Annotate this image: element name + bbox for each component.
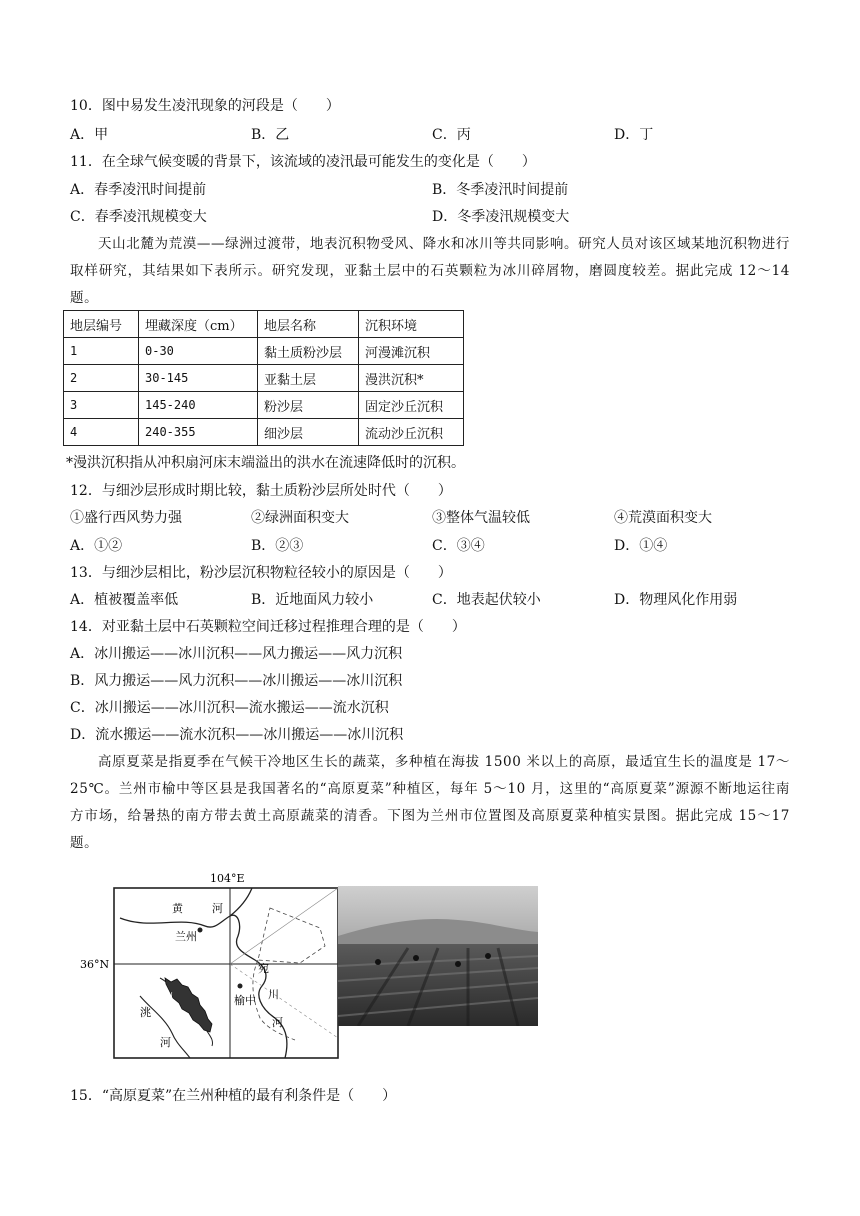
q13-option-a: A．植被覆盖率低 bbox=[70, 592, 179, 608]
q14-option-d: D．流水搬运——流水沉积——冰川搬运——冰川沉积 bbox=[70, 727, 404, 743]
q11-option-d: D．冬季凌汛规模变大 bbox=[432, 209, 570, 225]
table-header: 埋藏深度（cm） bbox=[139, 311, 258, 338]
table-cell: 145-240 bbox=[139, 392, 258, 419]
table-row bbox=[64, 392, 464, 419]
lanzhou-marker bbox=[198, 928, 203, 933]
lanzhou-location-map bbox=[80, 868, 342, 1064]
strata-table bbox=[63, 310, 464, 446]
table-row bbox=[64, 365, 464, 392]
table-header: 沉积环境 bbox=[359, 311, 464, 338]
table-cell: 0-30 bbox=[139, 338, 258, 365]
table-footnote: *漫洪沉积指从冲积扇河床末端溢出的洪水在流速降低时的沉积。 bbox=[66, 455, 465, 471]
q13-option-b: B．近地面风力较小 bbox=[251, 592, 374, 608]
vegetable-field-photo bbox=[338, 886, 538, 1026]
table-header-row bbox=[64, 311, 464, 338]
label-chuan: 川 bbox=[268, 988, 279, 1001]
table-header: 地层编号 bbox=[64, 311, 139, 338]
label-tao-he: 河 bbox=[160, 1036, 171, 1049]
q11-stem: 11．在全球气候变暖的背景下，该流域的凌汛最可能发生的变化是（ ） bbox=[70, 154, 536, 170]
table-cell: 固定沙丘沉积 bbox=[359, 392, 464, 419]
q14-option-b: B．风力搬运——风力沉积——冰川搬运——冰川沉积 bbox=[70, 673, 403, 689]
q10-stem: 10．图中易发生凌汛现象的河段是（ ） bbox=[70, 98, 340, 114]
table-cell: 240-355 bbox=[139, 419, 258, 446]
q12-stem: 12．与细沙层形成时期比较，黏土质粉沙层所处时代（ ） bbox=[70, 483, 452, 499]
label-lanzhou: 兰州 bbox=[175, 930, 197, 943]
q13-stem: 13．与细沙层相比，粉沙层沉积物粒径较小的原因是（ ） bbox=[70, 565, 452, 581]
q13-option-d: D．物理风化作用弱 bbox=[614, 592, 738, 608]
q12-option-d: D．①④ bbox=[614, 538, 668, 554]
table-cell: 粉沙层 bbox=[258, 392, 359, 419]
q11-option-a: A．春季凌汛时间提前 bbox=[70, 182, 207, 198]
label-maxianshan: 马衔山 bbox=[146, 991, 174, 1001]
label-he-2: 河 bbox=[272, 1016, 283, 1029]
yuzhong-marker bbox=[238, 984, 243, 989]
label-huang: 黄 bbox=[172, 902, 183, 915]
label-tao: 洮 bbox=[140, 1006, 151, 1019]
mountain-shading bbox=[165, 978, 212, 1032]
table-row bbox=[64, 419, 464, 446]
q12-statement-2: ②绿洲面积变大 bbox=[251, 510, 349, 526]
q15-stem: 15．“高原夏菜”在兰州种植的最有利条件是（ ） bbox=[70, 1088, 397, 1104]
q10-option-b: B．乙 bbox=[251, 127, 290, 143]
q14-option-a: A．冰川搬运——冰川沉积——风力搬运——风力沉积 bbox=[70, 646, 403, 662]
label-he: 河 bbox=[212, 902, 223, 915]
q12-option-a: A．①② bbox=[70, 538, 123, 554]
table-cell: 亚黏土层 bbox=[258, 365, 359, 392]
table-cell: 3 bbox=[64, 392, 139, 419]
q13-option-c: C．地表起伏较小 bbox=[432, 592, 541, 608]
label-yuzhong: 榆中 bbox=[234, 994, 256, 1007]
table-cell: 黏土质粉沙层 bbox=[258, 338, 359, 365]
label-wan: 宛 bbox=[258, 962, 269, 975]
q12-statement-1: ①盛行西风势力强 bbox=[70, 510, 182, 526]
table-cell: 河漫滩沉积 bbox=[359, 338, 464, 365]
table-cell: 细沙层 bbox=[258, 419, 359, 446]
q10-option-d: D．丁 bbox=[614, 127, 654, 143]
q10-option-c: C．丙 bbox=[432, 127, 471, 143]
q12-option-c: C．③④ bbox=[432, 538, 485, 554]
q11-option-b: B．冬季凌汛时间提前 bbox=[432, 182, 569, 198]
table-cell: 漫洪沉积* bbox=[359, 365, 464, 392]
q11-option-c: C．春季凌汛规模变大 bbox=[70, 209, 207, 225]
passage-gaoyuan-xiacai: 高原夏菜是指夏季在气候干冷地区生长的蔬菜，多种植在海拔 1500 米以上的高原，最适宜生长的温度是 17～25℃。兰州市榆中等区县是我国著名的“高原夏菜”种植区，每年 5～10 月，这里的“高原夏菜”源源不断地运往南方市场，给暑热的南方带去黄土高原蔬菜的清香。下图为兰州市位置图及高原夏菜种植实景图。据此完成 15～17 题。 bbox=[70, 754, 790, 851]
table-cell: 4 bbox=[64, 419, 139, 446]
table-header: 地层名称 bbox=[258, 311, 359, 338]
q12-statement-4: ④荒漠面积变大 bbox=[614, 510, 712, 526]
table-row bbox=[64, 338, 464, 365]
table-cell: 1 bbox=[64, 338, 139, 365]
passage-tianshan: 天山北麓为荒漠——绿洲过渡带，地表沉积物受风、降水和冰川等共同影响。研究人员对该区域某地沉积物进行取样研究，其结果如下表所示。研究发现，亚黏土层中的石英颗粒为冰川碎屑物，磨圆度较差。据此完成 12～14 题。 bbox=[70, 236, 790, 306]
q10-option-a: A．甲 bbox=[70, 127, 109, 143]
q12-option-b: B．②③ bbox=[251, 538, 304, 554]
table-cell: 30-145 bbox=[139, 365, 258, 392]
q14-stem: 14．对亚黏土层中石英颗粒空间迁移过程推理合理的是（ ） bbox=[70, 619, 466, 635]
q12-statement-3: ③整体气温较低 bbox=[432, 510, 530, 526]
lon-label: 104°E bbox=[210, 872, 245, 885]
lat-label: 36°N bbox=[80, 958, 110, 971]
table-cell: 2 bbox=[64, 365, 139, 392]
table-cell: 流动沙丘沉积 bbox=[359, 419, 464, 446]
q14-option-c: C．冰川搬运——冰川沉积—流水搬运——流水沉积 bbox=[70, 700, 389, 716]
